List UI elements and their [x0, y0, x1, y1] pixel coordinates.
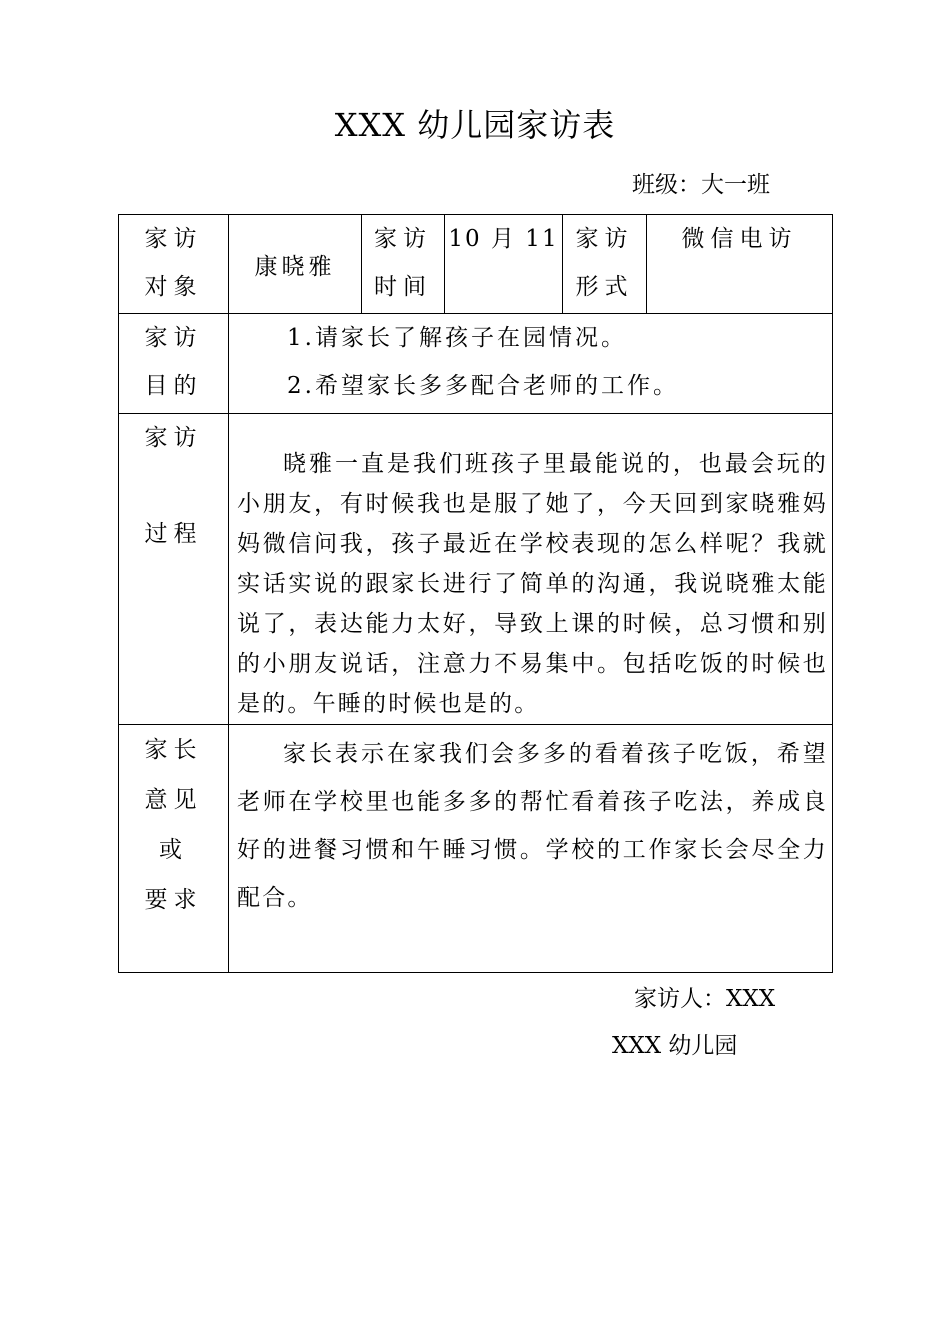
table-row	[119, 725, 833, 973]
opinion-text: 家长表示在家我们会多多的看着孩子吃饭，希望老师在学校里也能多多的帮忙看着孩子吃法，养成良好的进餐习惯和午睡习惯。学校的工作家长会尽全力配合。	[237, 741, 828, 911]
parent-opinion-label	[119, 725, 229, 973]
school-name: XXX 幼儿园	[612, 1033, 738, 1059]
parent-opinion-content	[229, 725, 833, 973]
table-row	[119, 215, 833, 314]
visitor-signature: 家访人：XXX	[634, 986, 776, 1012]
visit-time-value: 10 月 11	[445, 215, 563, 314]
label-line: 时间	[374, 274, 432, 300]
label-line: 家访	[144, 425, 203, 451]
label-line: 对象	[144, 274, 203, 300]
label-line: 家访	[144, 325, 203, 351]
label-line: 形式	[575, 274, 634, 300]
visit-time-label	[362, 215, 445, 314]
page-title: XXX 幼儿园家访表	[334, 106, 616, 144]
visit-target-value: 康晓雅	[229, 215, 362, 314]
label-line: 家长	[144, 737, 203, 763]
label-line: 目的	[144, 373, 203, 399]
visit-form-value: 微信电访	[647, 215, 833, 314]
label-line: 要求	[144, 887, 203, 913]
visit-target-label	[119, 215, 229, 314]
table-row	[119, 414, 833, 725]
label-line: 家访	[575, 226, 634, 252]
class-label: 班级：大一班	[632, 172, 770, 198]
visit-purpose-label	[119, 314, 229, 414]
visit-process-label	[119, 414, 229, 725]
visit-form-label	[563, 215, 647, 314]
purpose-item: 2.希望家长多多配合老师的工作。	[287, 373, 679, 399]
table-row	[119, 314, 833, 414]
home-visit-table	[118, 214, 833, 973]
process-text: 晓雅一直是我们班孩子里最能说的，也最会玩的小朋友，有时候我也是服了她了，今天回到家晓雅妈妈微信问我，孩子最近在学校表现的怎么样呢？我就实话实说的跟家长进行了简单的沟通，我说晓雅太能说了，表达能力太好，导致上课的时候，总习惯和别的小朋友说话，注意力不易集中。包括吃饭的时候也是的。午睡的时候也是的。	[237, 451, 828, 717]
label-line: 意见	[144, 787, 203, 813]
label-line: 家访	[374, 226, 432, 252]
label-line: 或	[159, 837, 188, 863]
purpose-item: 1.请家长了解孩子在园情况。	[287, 325, 627, 351]
label-line: 过程	[144, 521, 203, 547]
spacer	[119, 462, 228, 510]
visit-process-content	[229, 414, 833, 725]
visit-purpose-content	[229, 314, 833, 414]
label-line: 家访	[144, 226, 203, 252]
